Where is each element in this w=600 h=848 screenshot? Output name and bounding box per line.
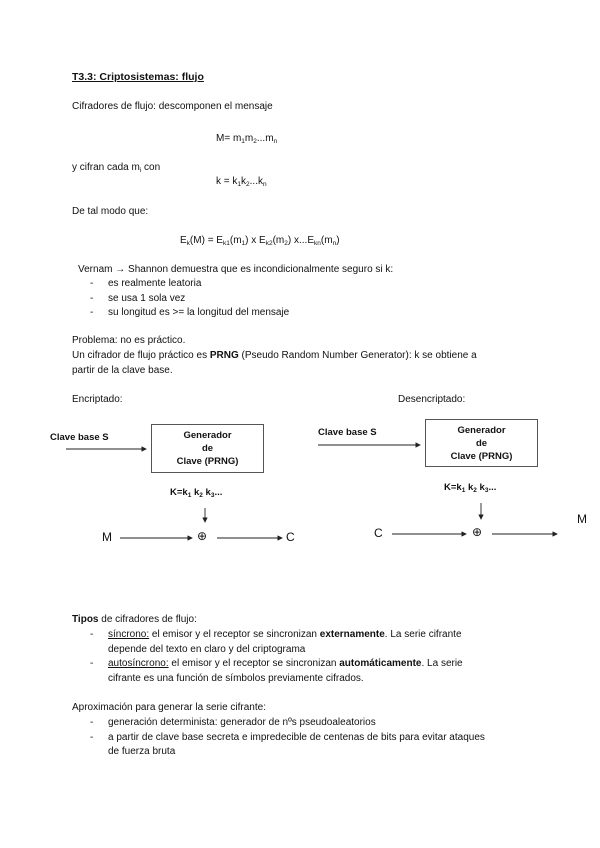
prng-line-1: Un cifrador de flujo práctico es PRNG (Pseudo Random Number Generator): k se obtiene a <box>72 350 477 361</box>
de-tal-modo-text: De tal modo que: <box>72 206 149 217</box>
dec-input-C: C <box>374 526 383 540</box>
list-item: - generación determinista: generador de nºs pseudoaleatorios <box>90 716 485 731</box>
enc-generator-box: Generador de Clave (PRNG) <box>151 424 264 473</box>
dec-generator-box: Generador de Clave (PRNG) <box>425 419 538 467</box>
cifran-text: y cifran cada $m_i$ con <box>72 162 161 174</box>
dec-key-sequence: $K=k_1$ $k_2$ $k_3$... <box>444 482 497 494</box>
tipos-heading: Tipos de cifradores de flujo: <box>72 614 197 625</box>
list-item: - su longitud es >= la longitud del mensaje <box>90 306 289 321</box>
prng-line-2: partir de la clave base. <box>72 365 173 376</box>
enc-key-sequence: $K=k_1$ $k_2$ $k_3$... <box>170 487 223 499</box>
tipos-list <box>90 628 463 686</box>
encriptado-label: Encriptado: <box>72 394 123 405</box>
enc-input-M: M <box>102 530 112 544</box>
list-item: - síncrono: el emisor y el receptor se sincronizan externamente. La serie cifrante depende del texto en claro y del criptograma <box>90 628 463 657</box>
enc-output-C: C <box>286 530 295 544</box>
page-title: T3.3: Criptosistemas: flujo <box>72 71 204 83</box>
list-item: - autosíncrono: el emisor y el receptor se sincronizan automáticamente. La serie cifrante es una función de símbolos previamente cifrados. <box>90 657 463 686</box>
dec-output-M: M <box>577 512 587 526</box>
enc-xor-icon: ⊕ <box>197 529 208 543</box>
vernam-text: Vernam → Shannon demuestra que es incondicionalmente seguro si k: <box>78 264 394 275</box>
problema-text: Problema: no es práctico. <box>72 335 186 346</box>
aprox-list <box>90 716 485 760</box>
dec-clave-base-label: Clave base S <box>318 427 377 438</box>
list-item: - a partir de clave base secreta e impredecible de centenas de bits para evitar ataques de fuerza bruta <box>90 731 485 760</box>
equation-encryption: $E_k(M) = E_{k1}(m_1)$ x $E_{k2}(m_2)$ $x...E_{kn}(m_n)$ <box>180 235 340 247</box>
list-item: - es realmente leatoria <box>90 277 289 292</box>
dec-xor-icon: ⊕ <box>472 525 483 539</box>
intro-text: Cifradores de flujo: descomponen el mensaje <box>72 101 273 112</box>
aprox-heading: Aproximación para generar la serie cifrante: <box>72 702 266 713</box>
desencriptado-label: Desencriptado: <box>398 394 466 405</box>
enc-clave-base-label: Clave base S <box>50 432 109 443</box>
equation-message: $M= m_1m_2...m_n$ <box>216 133 278 145</box>
list-item: - se usa 1 sola vez <box>90 292 289 307</box>
equation-key: $k = k_1k_2...k_n$ <box>216 176 267 188</box>
